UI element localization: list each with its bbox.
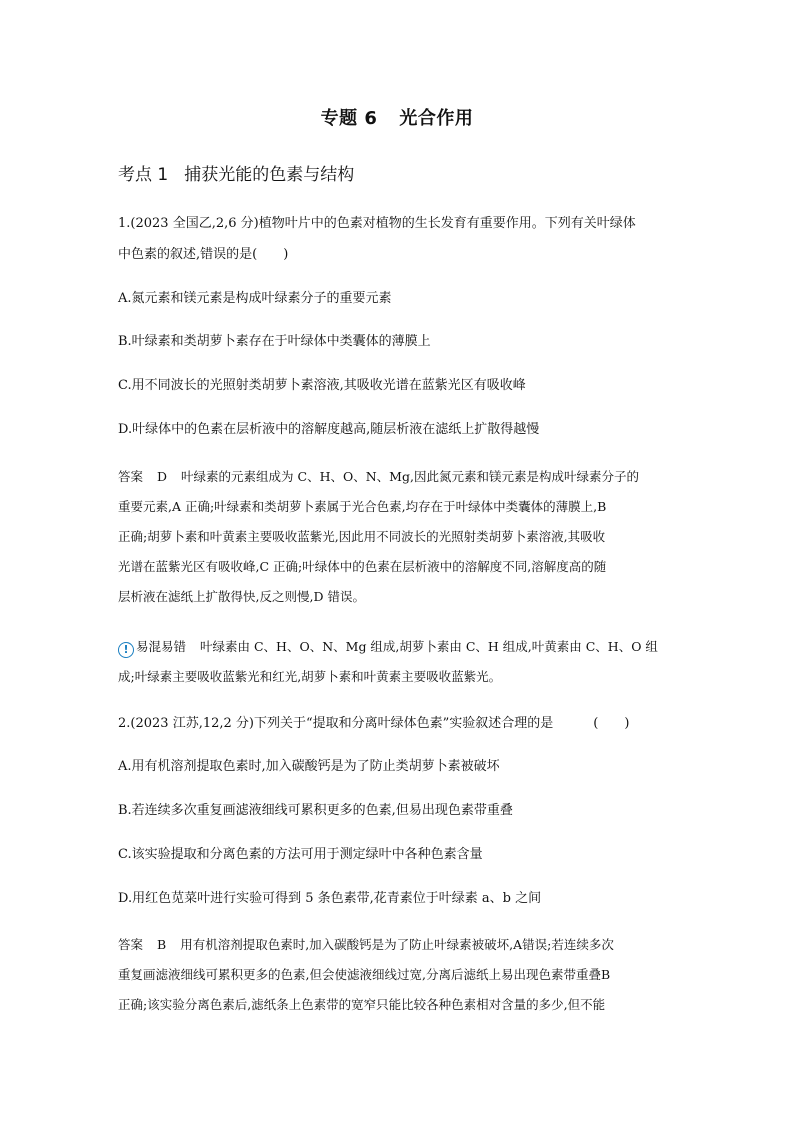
q1-answer-line-5: 层析液在滤纸上扩散得快,反之则慢,D 错误。 — [118, 589, 365, 604]
tip-text: 叶绿素由 C、H、O、N、Mg 组成,胡萝卜素由 C、H 组成,叶黄素由 C、H、O 组 — [200, 639, 658, 654]
answer-label: 答案 — [118, 937, 144, 952]
exclamation-icon: ! — [118, 642, 134, 658]
q1-tip-line-2: 成;叶绿素主要吸收蓝紫光和红光,胡萝卜素和叶黄素主要吸收蓝紫光。 — [118, 669, 502, 684]
topic-name: 光合作用 — [399, 108, 474, 129]
q1-answer-line-1 — [118, 462, 678, 492]
q1-option-a: A.氮元素和镁元素是构成叶绿素分子的重要元素 — [118, 291, 392, 306]
q2-answer-line-1 — [118, 930, 678, 960]
answer-label: 答案 — [118, 469, 144, 484]
answer-text: 用有机溶剂提取色素时,加入碳酸钙是为了防止叶绿素被破坏,A错误;若连续多次 — [180, 937, 614, 952]
q1-option-b: B.叶绿素和类胡萝卜素存在于叶绿体中类囊体的薄膜上 — [118, 334, 431, 349]
q1-stem-line-2: 中色素的叙述,错误的是( ) — [118, 247, 289, 262]
answer-text: 叶绿素的元素组成为 C、H、O、N、Mg,因此氮元素和镁元素是构成叶绿素分子的 — [181, 469, 639, 484]
q2-answer-line-2: 重复画滤液细线可累积更多的色素,但会使滤液细线过宽,分离后滤纸上易出现色素带重叠B — [118, 967, 611, 982]
q1-option-d: D.叶绿体中的色素在层析液中的溶解度越高,随层析液在滤纸上扩散得越慢 — [118, 422, 540, 437]
section-heading — [118, 160, 354, 185]
q2-option-a: A.用有机溶剂提取色素时,加入碳酸钙是为了防止类胡萝卜素被破坏 — [118, 759, 500, 774]
q2-option-b: B.若连续多次重复画滤液细线可累积更多的色素,但易出现色素带重叠 — [118, 803, 513, 818]
answer-key: B — [157, 937, 167, 952]
q2-option-c: C.该实验提取和分离色素的方法可用于测定绿叶中各种色素含量 — [118, 847, 483, 862]
q2-option-d: D.用红色苋菜叶进行实验可得到 5 条色素带,花青素位于叶绿素 a、b 之间 — [118, 891, 542, 906]
page-title — [0, 104, 794, 130]
q1-stem-line-1: 1.(2023 全国乙,2,6 分)植物叶片中的色素对植物的生长发育有重要作用。下列有关叶绿体 — [118, 216, 636, 231]
q1-answer-line-4: 光谱在蓝紫光区有吸收峰,C 正确;叶绿体中的色素在层析液中的溶解度不同,溶解度高的随 — [118, 559, 607, 574]
section-name: 捕获光能的色素与结构 — [184, 165, 355, 185]
q1-tip-line-1 — [118, 632, 678, 662]
tip-label: 易混易错 — [136, 639, 187, 654]
q1-answer-line-3: 正确;胡萝卜素和叶黄素主要吸收蓝紫光,因此用不同波长的光照射类胡萝卜素溶液,其吸收 — [118, 529, 606, 544]
q2-stem-text: 2.(2023 江苏,12,2 分)下列关于“提取和分离叶绿体色素”实验叙述合理的是 — [118, 716, 554, 731]
topic-number: 专题 6 — [320, 108, 378, 129]
q2-stem — [118, 709, 678, 739]
q1-answer-line-2: 重要元素,A 正确;叶绿素和类胡萝卜素属于光合色素,均存在于叶绿体中类囊体的薄膜上,B — [118, 499, 607, 514]
q1-option-c: C.用不同波长的光照射类胡萝卜素溶液,其吸收光谱在蓝紫光区有吸收峰 — [118, 378, 526, 393]
q2-answer-paren: ( ) — [593, 716, 630, 731]
q2-answer-line-3: 正确;该实验分离色素后,滤纸条上色素带的宽窄只能比较各种色素相对含量的多少,但不能 — [118, 997, 606, 1012]
section-label: 考点 1 — [118, 165, 169, 185]
answer-key: D — [157, 469, 168, 484]
